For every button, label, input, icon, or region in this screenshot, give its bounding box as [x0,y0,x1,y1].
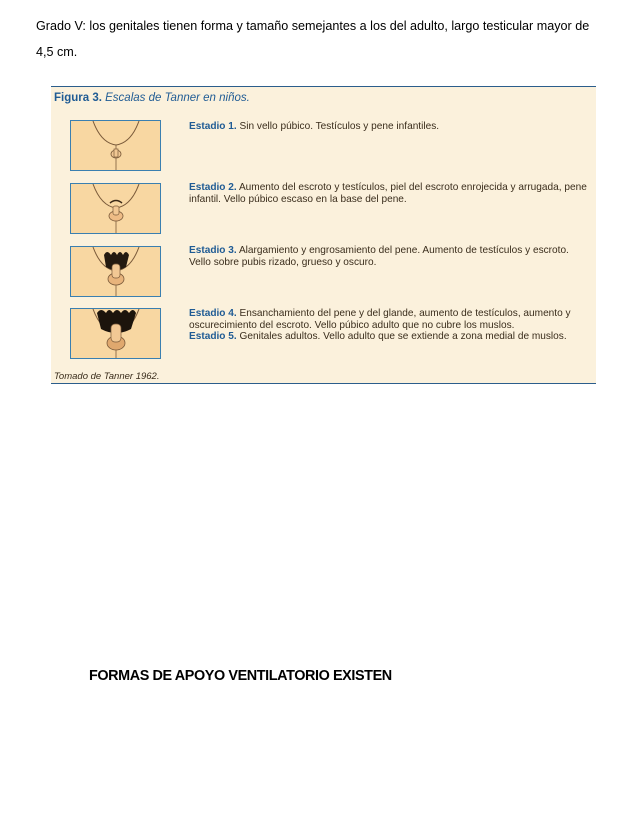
figure-bottom-rule [51,383,596,384]
stage-4-description: Ensanchamiento del pene y del glande, aumento de testículos, aumento y oscurecimiento del escroto. Vello púbico adulto que no cubre los muslos. [189,308,571,331]
figure-top-rule [51,86,596,87]
figure-source: Tomado de Tanner 1962. [54,371,160,382]
stage-2-label: Estadio 2. [189,182,237,193]
figure-title-text: Escalas de Tanner en niños. [105,92,250,104]
stage-2-description: Aumento del escroto y testículos, piel del escroto enrojecida y arrugada, pene infantil. Vello púbico escaso en la base del pene. [189,182,587,205]
stage-2-illustration [70,183,161,234]
stage-5-description: Genitales adultos. Vello adulto que se extiende a zona medial de muslos. [239,331,567,343]
stage-1-description: Sin vello púbico. Testículos y pene infantiles. [239,121,440,132]
stage-5-label: Estadio 5. [189,331,237,343]
stage-3-text [189,245,589,268]
stage-4-5-text [189,308,589,343]
tanner-figure [51,86,596,384]
stage-1-label: Estadio 1. [189,121,237,132]
stage-2-text [189,182,589,205]
stage-3-illustration [70,246,161,297]
figure-title-label: Figura 3. [54,92,102,104]
section-heading: FORMAS DE APOYO VENTILATORIO EXISTEN [89,668,392,684]
stage-4-label: Estadio 4. [189,308,237,319]
stage-3-label: Estadio 3. [189,245,237,256]
intro-paragraph: Grado V: los genitales tienen forma y tamaño semejantes a los del adulto, largo testicular mayor de 4,5 cm. [36,19,590,59]
figure-title [54,92,250,104]
stage-4-illustration [70,308,161,359]
stage-1-illustration [70,120,161,171]
stage-1-text [189,121,589,133]
stage-3-description: Alargamiento y engrosamiento del pene. Aumento de testículos y escroto. Vello sobre pubis rizado, grueso y oscuro. [189,245,569,268]
